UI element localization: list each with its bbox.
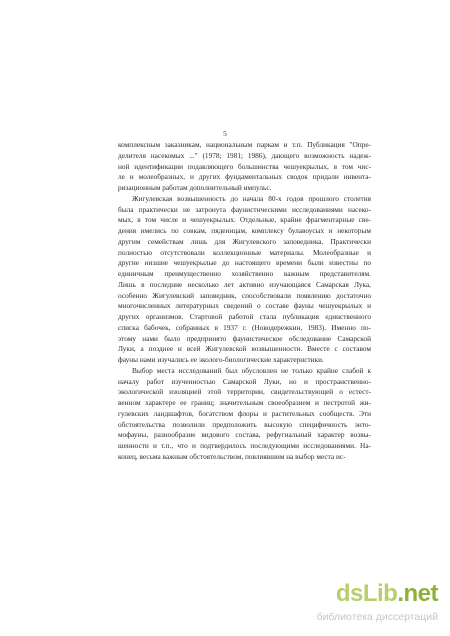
text-line: Лишь в последние несколько лет активно изучающаяся Самарская Лука, bbox=[118, 279, 371, 289]
text-line: полностью отсутствовали коллекционные материалы. Молеобразные и bbox=[118, 247, 371, 257]
text-line: ле и молеобразных, и других фундаментальных сводок придали инвента- bbox=[118, 172, 371, 182]
text-line: другие низшие чешуекрылые до настоящего времени были известны по bbox=[118, 258, 371, 268]
text-line: единичным преимущественно хозяйственно важным представителям. bbox=[118, 269, 371, 278]
text-line: была практически не затронута фаунистическими исследованиями насеко- bbox=[118, 204, 371, 214]
text-line: этому нами было предпринято фаунистическое обследование Самарской bbox=[118, 333, 371, 343]
watermark-logo-main: dsLib bbox=[335, 580, 398, 607]
text-line: комплексным заказникам, национальным паркам и т.п. Публикация "Опре- bbox=[118, 140, 371, 149]
text-line: венном характере ее границ; значительным своеобразием и пестротой жи- bbox=[118, 398, 371, 407]
watermark bbox=[288, 580, 438, 630]
page-number: 5 bbox=[223, 129, 227, 138]
text-line: другим семействам лишь для Жигулевского заповедника. Практически bbox=[118, 236, 371, 246]
text-line: ризационным работам дополнительный импульс. bbox=[118, 183, 272, 192]
text-line: делителя насекомых ..." (1978; 1981; 1986), дающего возможность надеж- bbox=[118, 150, 371, 160]
text-line: мых, в том числе и чешуекрылых. Отдельные, крайне фрагментарные све- bbox=[118, 215, 371, 225]
text-line: других организмов. Стартовой работой стала публикация единственного bbox=[118, 312, 371, 321]
text-line: обстоятельства позволили предположить высокую специфичность энто- bbox=[118, 419, 371, 429]
text-line: списка бабочек, собранных в 1937 г. (Новодережкин, 1983). Именно по- bbox=[118, 322, 371, 332]
text-line: дения имелись по совкам, пяденицам, комплексу булавоусых и некоторым bbox=[118, 226, 371, 235]
text-line: началу работ изученностью Самарской Луки, но и пространственно- bbox=[118, 376, 371, 386]
text-line: особенно Жигулевский заповедник, способствовали появлению достаточно bbox=[118, 290, 371, 300]
text-line: шенности и т.п., что и подтвердилось последующими исследованиями. На- bbox=[118, 441, 371, 450]
text-line: гулевских ландшафтов, богатством флоры и растительных сообществ. Эти bbox=[118, 408, 371, 418]
watermark-logo bbox=[288, 580, 438, 608]
text-line: конец, весьма важным обстоятельством, повлиявшим на выбор места ис- bbox=[118, 451, 346, 461]
text-line: Луки, а позднее и всей Жигулевской возвышенности. Вместе с составом bbox=[118, 344, 371, 354]
text-line: фауны нами изучались ее эколого-биологические характеристики. bbox=[118, 355, 324, 364]
text-line: многочисленных литературных сведений о составе фауны чешуекрылых и bbox=[118, 301, 371, 311]
watermark-logo-tld: .net bbox=[397, 580, 438, 607]
text-line: Выбор места исследований был обусловлен не только крайне слабой к bbox=[132, 365, 371, 375]
text-line: мофауны, разнообразие видового состава, рефугиальный характер возвы- bbox=[118, 430, 371, 440]
watermark-subtitle: библиотека диссертаций bbox=[316, 611, 438, 623]
text-line: ной идентификации подавляющего большинства чешуекрылых, в том чис- bbox=[118, 161, 371, 171]
text-line: экологической изоляцией этой территории, свидетельствующей о естест- bbox=[118, 387, 371, 397]
text-line: Жигулевская возвышенность до начала 80-х годов прошлого столетия bbox=[132, 193, 371, 203]
